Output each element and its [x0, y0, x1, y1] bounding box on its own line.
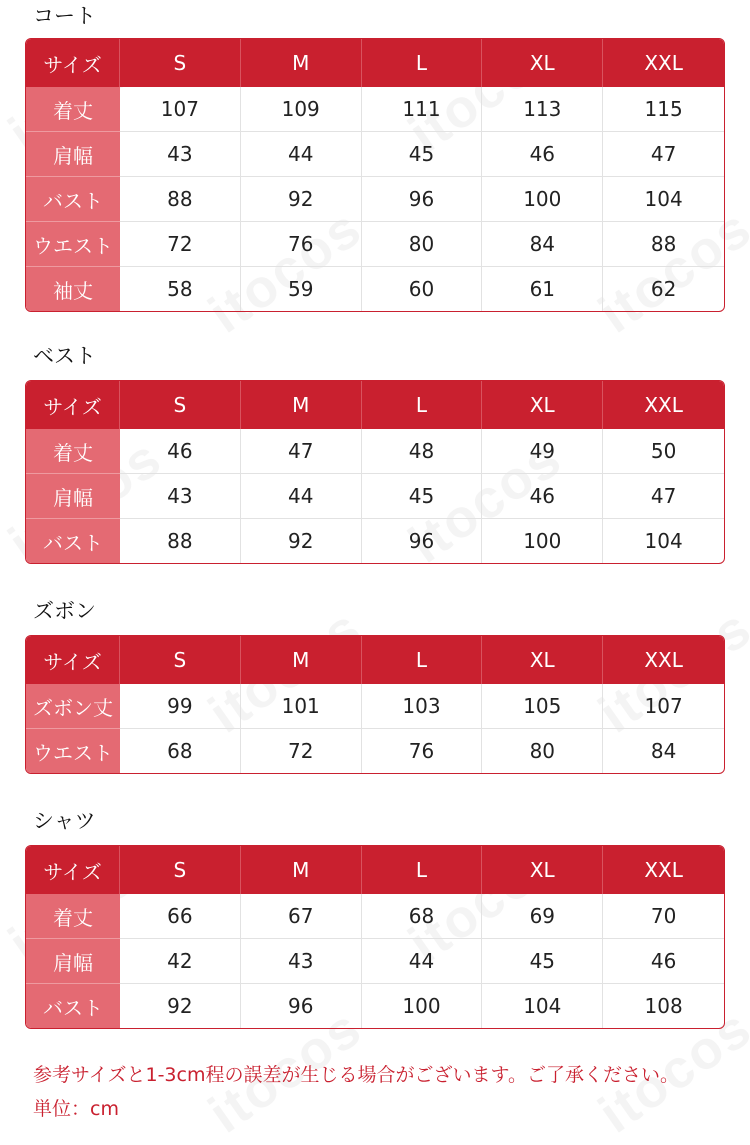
- size-l-header: L: [362, 636, 483, 684]
- table-cell: 59: [241, 267, 362, 311]
- table-row: [26, 939, 724, 984]
- table-cell: 109: [241, 87, 362, 132]
- size-s-header: S: [120, 381, 241, 429]
- table-row: [26, 474, 724, 519]
- table-header-row: [26, 39, 724, 87]
- table-cell: 44: [241, 474, 362, 519]
- coat-title: コート: [33, 4, 96, 28]
- size-header: サイズ: [26, 636, 120, 684]
- size-xl-header: XL: [482, 846, 603, 894]
- table-cell: 70: [603, 894, 724, 939]
- size-m-header: M: [241, 381, 362, 429]
- table-cell: 72: [241, 729, 362, 773]
- table-cell: 61: [482, 267, 603, 311]
- table-cell: 50: [603, 429, 724, 474]
- table-cell: 107: [120, 87, 241, 132]
- row-label: 袖丈: [26, 267, 120, 311]
- table-header-row: [26, 381, 724, 429]
- size-xl-header: XL: [482, 381, 603, 429]
- table-cell: 101: [241, 684, 362, 729]
- row-label: 着丈: [26, 429, 120, 474]
- size-xxl-header: XXL: [603, 39, 724, 87]
- vest-size-table: [25, 380, 725, 564]
- size-s-header: S: [120, 846, 241, 894]
- table-cell: 43: [241, 939, 362, 984]
- table-row: [26, 132, 724, 177]
- table-row: [26, 684, 724, 729]
- size-m-header: M: [241, 39, 362, 87]
- table-cell: 47: [241, 429, 362, 474]
- table-cell: 68: [362, 894, 483, 939]
- size-m-header: M: [241, 846, 362, 894]
- table-cell: 84: [482, 222, 603, 267]
- table-cell: 80: [482, 729, 603, 773]
- table-cell: 44: [362, 939, 483, 984]
- table-cell: 43: [120, 474, 241, 519]
- row-label: 着丈: [26, 87, 120, 132]
- table-cell: 99: [120, 684, 241, 729]
- size-xxl-header: XXL: [603, 636, 724, 684]
- table-row: [26, 729, 724, 773]
- table-header-row: [26, 636, 724, 684]
- row-label: バスト: [26, 984, 120, 1028]
- row-label: バスト: [26, 519, 120, 563]
- table-cell: 62: [650, 277, 677, 301]
- table-cell: 46: [603, 939, 724, 984]
- size-s-header: S: [120, 636, 241, 684]
- table-cell: 47: [603, 474, 724, 519]
- size-header: サイズ: [26, 381, 120, 429]
- table-cell: 42: [120, 939, 241, 984]
- table-cell: 43: [120, 132, 241, 177]
- size-xxl-header: XXL: [603, 381, 724, 429]
- size-header: サイズ: [26, 846, 120, 894]
- table-cell: 96: [241, 984, 362, 1028]
- table-cell: 45: [362, 132, 483, 177]
- table-cell: 113: [482, 87, 603, 132]
- table-cell: 100: [362, 984, 483, 1028]
- vest-title: ベスト: [33, 344, 96, 368]
- table-cell: 111: [362, 87, 483, 132]
- table-cell: 96: [362, 519, 483, 563]
- table-cell: 105: [482, 684, 603, 729]
- table-cell: 58: [120, 267, 241, 311]
- size-xl-header: XL: [482, 39, 603, 87]
- row-label: 着丈: [26, 894, 120, 939]
- size-s-header: S: [120, 39, 241, 87]
- row-label: バスト: [26, 177, 120, 222]
- size-xl-header: XL: [482, 636, 603, 684]
- table-cell: 45: [362, 474, 483, 519]
- size-l-header: L: [362, 39, 483, 87]
- table-cell: 92: [120, 984, 241, 1028]
- table-cell: 46: [482, 132, 603, 177]
- table-cell: 80: [362, 222, 483, 267]
- table-cell: 104: [603, 177, 724, 222]
- table-cell: 47: [603, 132, 724, 177]
- table-row: [26, 519, 724, 563]
- table-row: [26, 894, 724, 939]
- row-label: ウエスト: [26, 729, 120, 773]
- table-cell: 66: [120, 894, 241, 939]
- table-cell: 67: [241, 894, 362, 939]
- shirt-title: シャツ: [33, 809, 96, 833]
- table-row: [26, 222, 724, 267]
- table-row: [26, 87, 724, 132]
- table-cell: 72: [120, 222, 241, 267]
- table-cell: 46: [120, 429, 241, 474]
- table-cell: 76: [241, 222, 362, 267]
- table-cell: 49: [482, 429, 603, 474]
- table-row: [26, 267, 724, 311]
- table-cell: 88: [603, 222, 724, 267]
- table-cell: 45: [482, 939, 603, 984]
- size-disclaimer: 参考サイズと1-3cm程の誤差が生じる場合がございます。ご了承ください。: [33, 1064, 679, 1086]
- table-cell: 92: [241, 177, 362, 222]
- table-cell: 88: [120, 177, 241, 222]
- table-row: [26, 177, 724, 222]
- size-header: サイズ: [26, 39, 120, 87]
- table-cell: 46: [482, 474, 603, 519]
- table-cell: 104: [644, 529, 683, 553]
- table-cell: 108: [644, 994, 683, 1018]
- table-cell: 60: [362, 267, 483, 311]
- row-label: ズボン丈: [26, 684, 120, 729]
- size-xxl-header: XXL: [603, 846, 724, 894]
- row-label: 肩幅: [26, 474, 120, 519]
- table-row: [26, 429, 724, 474]
- table-cell: 96: [362, 177, 483, 222]
- row-label: ウエスト: [26, 222, 120, 267]
- table-cell: 100: [482, 519, 603, 563]
- size-m-header: M: [241, 636, 362, 684]
- table-cell: 48: [362, 429, 483, 474]
- table-cell: 44: [241, 132, 362, 177]
- size-l-header: L: [362, 846, 483, 894]
- row-label: 肩幅: [26, 939, 120, 984]
- coat-size-table: [25, 38, 725, 312]
- shirt-size-table: [25, 845, 725, 1029]
- table-cell: 104: [482, 984, 603, 1028]
- table-cell: 100: [482, 177, 603, 222]
- table-row: [26, 984, 724, 1028]
- table-cell: 115: [603, 87, 724, 132]
- pants-title: ズボン: [33, 599, 96, 623]
- unit-note: 単位：cm: [33, 1098, 119, 1120]
- table-cell: 84: [650, 739, 677, 763]
- size-l-header: L: [362, 381, 483, 429]
- pants-size-table: [25, 635, 725, 774]
- table-cell: 92: [241, 519, 362, 563]
- row-label: 肩幅: [26, 132, 120, 177]
- table-cell: 68: [120, 729, 241, 773]
- table-cell: 76: [362, 729, 483, 773]
- table-cell: 69: [482, 894, 603, 939]
- table-header-row: [26, 846, 724, 894]
- table-cell: 88: [120, 519, 241, 563]
- table-cell: 103: [362, 684, 483, 729]
- table-cell: 107: [603, 684, 724, 729]
